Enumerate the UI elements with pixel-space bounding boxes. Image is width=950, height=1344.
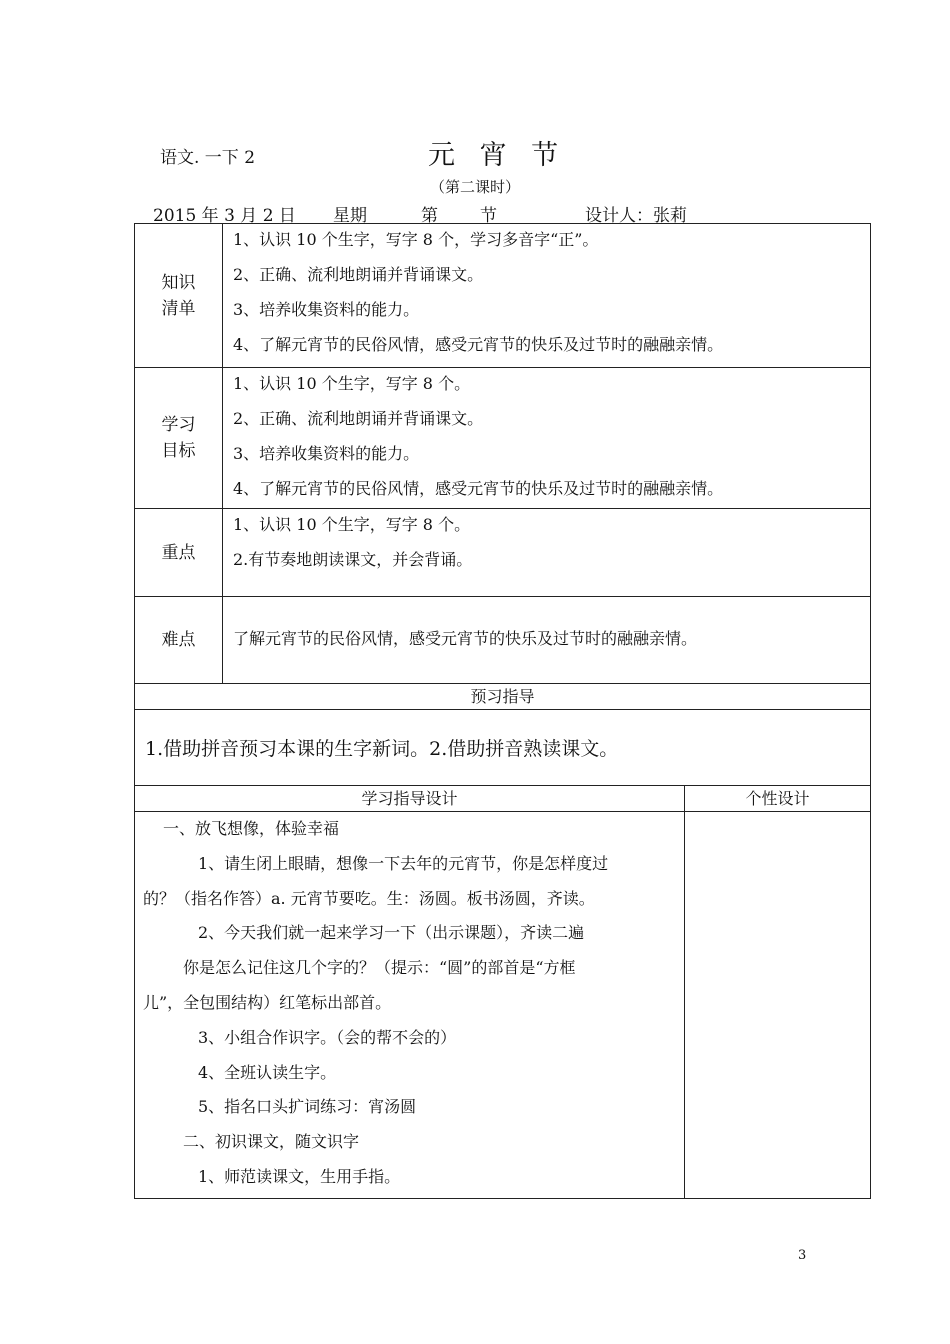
design-line: 儿”，全包围结构）红笔标出部首。	[143, 992, 392, 1012]
design-row	[135, 812, 871, 1199]
knowledge-label-line1: 知识	[161, 272, 196, 293]
goals-label	[135, 368, 223, 509]
design-line: 1、师范读课文，生用手指。	[198, 1166, 401, 1186]
lesson-date: 2015 年 3 月 2 日	[153, 206, 296, 226]
design-heading-row	[135, 786, 871, 812]
list-item: 1、认识 10 个生字，写字 8 个，学习多音字“正”。	[233, 230, 599, 249]
key-points-row	[135, 509, 871, 597]
subject-label: 语文. 一下 2	[160, 148, 256, 168]
design-line: 的？（指名作答）a. 元宵节要吃。生：汤圆。板书汤圆，齐读。	[143, 888, 595, 908]
goals-items	[223, 368, 871, 509]
preview-row	[135, 710, 871, 786]
key-points-label: 重点	[135, 509, 223, 597]
design-line: 你是怎么记住这几个字的？（提示：“圆”的部首是“方框	[183, 958, 576, 978]
weekday-label: 星期	[333, 206, 367, 226]
list-item: 2、正确、流利地朗诵并背诵课文。	[233, 409, 484, 428]
page-number: 3	[798, 1248, 807, 1263]
list-item: 4、了解元宵节的民俗风情，感受元宵节的快乐及过节时的融融亲情。	[233, 479, 724, 498]
difficulties-text: 了解元宵节的民俗风情，感受元宵节的快乐及过节时的融融亲情。	[233, 628, 698, 648]
knowledge-items	[223, 224, 871, 368]
design-line: 5、指名口头扩词练习：宵汤圆	[198, 1097, 417, 1117]
lesson-title: 元 宵 节	[428, 140, 567, 171]
personal-design-cell	[685, 812, 871, 1199]
list-item: 3、培养收集资料的能力。	[233, 300, 420, 319]
difficulties-cell	[223, 597, 871, 684]
personal-design-heading: 个性设计	[685, 786, 871, 812]
design-line: 3、小组合作识字。（会的帮不会的）	[198, 1027, 457, 1047]
designer-label: 设计人：张莉	[585, 206, 687, 226]
design-line: 4、全班认读生字。	[198, 1062, 337, 1082]
list-item: 1、认识 10 个生字，写字 8 个。	[233, 515, 471, 534]
key-points-items	[223, 509, 871, 597]
difficulties-label: 难点	[135, 597, 223, 684]
preview-heading-row	[135, 684, 871, 710]
lesson-di-label: 第	[421, 206, 438, 226]
design-line: 1、请生闭上眼睛，想像一下去年的元宵节，你是怎样度过	[198, 853, 609, 873]
knowledge-label	[135, 224, 223, 368]
goals-label-line2: 目标	[161, 441, 196, 461]
design-line: 2、今天我们就一起来学习一下（出示课题），齐读二遍	[198, 923, 585, 943]
lesson-jie-label: 节	[480, 206, 497, 226]
design-line: 一、放飞想像，体验幸福	[163, 819, 340, 838]
preview-text: 1.借助拼音预习本课的生字新词。2.借助拼音熟读课文。	[135, 710, 871, 786]
list-item: 2、正确、流利地朗诵并背诵课文。	[233, 265, 484, 284]
list-item: 4、了解元宵节的民俗风情，感受元宵节的快乐及过节时的融融亲情。	[233, 335, 724, 354]
list-item: 3、培养收集资料的能力。	[233, 444, 420, 463]
difficulties-row	[135, 597, 871, 684]
knowledge-label-line2: 清单	[161, 298, 196, 319]
preview-heading: 预习指导	[135, 684, 871, 710]
goals-row	[135, 368, 871, 509]
list-item: 1、认识 10 个生字，写字 8 个。	[233, 374, 471, 393]
design-heading: 学习指导设计	[135, 786, 685, 812]
design-content	[135, 812, 685, 1199]
design-line: 二、初识课文，随文识字	[183, 1132, 360, 1152]
period-label: （第二课时）	[430, 178, 521, 196]
knowledge-row	[135, 224, 871, 368]
goals-label-line1: 学习	[161, 415, 196, 435]
lesson-plan-table	[134, 223, 871, 1199]
list-item: 2.有节奏地朗读课文，并会背诵。	[233, 550, 473, 569]
